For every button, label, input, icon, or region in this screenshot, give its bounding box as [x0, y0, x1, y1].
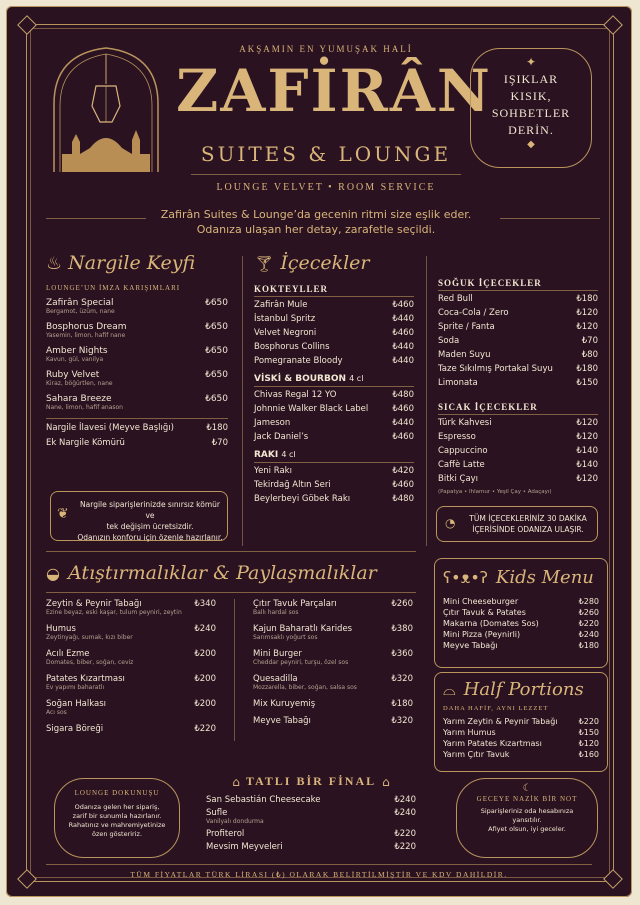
item-price: ₺140: [576, 446, 598, 456]
menu-item: [46, 624, 216, 642]
tagline: AKŞAMIN EN YUMUŞAK HALİ: [239, 44, 413, 54]
menu-item: [254, 390, 414, 400]
item-description: Cheddar peyniri, turşu, özel sos: [253, 659, 349, 666]
dessert-section: [206, 774, 416, 855]
menu-item: [46, 370, 228, 388]
drinks-section: [254, 252, 414, 508]
item-price: ₺220: [394, 842, 416, 852]
item-price: ₺280: [578, 597, 599, 606]
item-name: Çıtır Tavuk Parçaları: [253, 599, 337, 609]
item-name: Profiterol: [206, 829, 245, 839]
item-price: ₺440: [392, 314, 414, 324]
item-description: Yasemin, limon, hafif nane: [46, 332, 126, 339]
item-price: ₺120: [576, 474, 598, 484]
menu-item: [253, 649, 413, 667]
menu-item: [46, 394, 228, 412]
item-price: ₺200: [194, 674, 216, 684]
section-subtitle: LOUNGE’UN İMZA KARIŞIMLARI: [46, 284, 181, 292]
item-name: Mini Burger: [253, 649, 302, 659]
item-price: ₺240: [394, 795, 416, 805]
menu-item: [206, 795, 416, 805]
item-name: Türk Kahvesi: [438, 418, 492, 428]
menu-item: [46, 298, 228, 316]
menu-item: [254, 432, 414, 442]
menu-item: [254, 328, 414, 338]
item-name: Yarım Çıtır Tavuk: [443, 750, 510, 759]
cocktails-heading: KOKTEYLLER: [254, 284, 329, 294]
menu-item: [253, 624, 413, 642]
item-name: Meyve Tabağı: [253, 716, 311, 726]
menu-item: [443, 739, 599, 748]
menu-item: [438, 336, 598, 346]
intro-line: Odanıza ulaşan her detay, zarafetle seçildi.: [196, 223, 436, 236]
item-description: Zeytinyağı, sumak, kızı biber: [46, 634, 133, 641]
teddy-bear-icon: ʕ•ᴥ•ʔ: [443, 567, 488, 587]
night-note-line: Afiyet olsun, iyi geceler.: [488, 825, 566, 833]
menu-item: [46, 346, 228, 364]
leaf-icon: ❦: [57, 506, 69, 522]
item-price: ₺480: [392, 494, 414, 504]
half-portions-box: [434, 672, 608, 772]
menu-item: [254, 418, 414, 428]
item-price: ₺440: [392, 342, 414, 352]
item-price: ₺460: [392, 404, 414, 414]
snacks-section: [46, 562, 416, 741]
night-note-title: GECEYE NAZİK BİR NOT: [476, 795, 578, 803]
item-name: San Sebastián Cheesecake: [206, 795, 321, 805]
menu-item: [253, 599, 413, 617]
raki-unit: 4 cl: [281, 450, 296, 459]
lounge-touch-line: zarif bir sunumla hazırlanır.: [72, 812, 162, 820]
item-name: Tekirdağ Altın Seri: [254, 480, 331, 490]
item-price: ₺180: [206, 423, 228, 433]
item-name: Nargile İlavesi (Meyve Başlığı): [46, 423, 174, 433]
divider: [46, 864, 592, 865]
item-name: Çıtır Tavuk & Patates: [443, 608, 526, 617]
menu-item: [443, 641, 599, 650]
item-name: Yarım Humus: [443, 728, 496, 737]
item-name: Bitki Çayı: [438, 474, 479, 484]
brand-subtitle: SUITES & LOUNGE: [200, 142, 452, 166]
lounge-touch-line: Odanıza gelen her sipariş,: [74, 803, 160, 811]
item-price: ₺120: [578, 739, 599, 748]
section-title: Half Portions: [463, 679, 584, 700]
note-line: tek değişim ücretsizdir.: [106, 522, 194, 531]
item-price: ₺240: [578, 630, 599, 639]
night-note-box: [456, 778, 598, 858]
item-price: ₺460: [392, 480, 414, 490]
section-title: Kids Menu: [495, 567, 594, 588]
menu-item: [46, 599, 216, 617]
item-description: Kiraz, böğürtlen, nane: [46, 380, 113, 387]
cocktail-glass-icon: 🍸︎: [254, 253, 275, 273]
item-name: Cappuccino: [438, 446, 488, 456]
item-price: ₺440: [392, 356, 414, 366]
menu-item: [438, 446, 598, 456]
item-name: İstanbul Spritz: [254, 314, 316, 324]
item-price: ₺360: [391, 649, 413, 659]
item-description: Domates, biber, soğan, ceviz: [46, 659, 134, 666]
item-price: ₺650: [205, 370, 228, 380]
item-price: ₺650: [205, 298, 228, 308]
menu-item: [254, 342, 414, 352]
item-price: ₺220: [578, 717, 599, 726]
item-name: Velvet Negroni: [254, 328, 317, 338]
ornament-icon: ◆: [527, 139, 535, 150]
lounge-touch-title: LOUNGE DOKUNUŞU: [74, 789, 160, 797]
item-name: Quesadilla: [253, 674, 298, 684]
item-name: Soda: [438, 336, 460, 346]
item-price: ₺260: [578, 608, 599, 617]
cake-icon: ⌂: [382, 774, 390, 789]
item-price: ₺420: [392, 466, 414, 476]
item-name: Sigara Böreği: [46, 724, 104, 734]
item-name: Zeytin & Peynir Tabağı: [46, 599, 142, 609]
menu-item: [46, 322, 228, 340]
item-price: ₺440: [392, 418, 414, 428]
item-price: ₺120: [576, 322, 598, 332]
item-price: ₺460: [392, 300, 414, 310]
item-name: Acılı Ezme: [46, 649, 90, 659]
side-quote-box: [470, 48, 592, 168]
whisky-heading: VİSKİ & BOURBON: [254, 374, 347, 384]
intro-line: Zafirân Suites & Lounge’da gecenin ritmi size eşlik eder.: [160, 208, 472, 221]
divider: [191, 174, 461, 175]
menu-item: [438, 460, 598, 470]
divider: [46, 551, 416, 552]
item-name: Yarım Patates Kızartması: [443, 739, 542, 748]
item-name: Jameson: [254, 418, 291, 428]
item-description: Bergamot, üzüm, nane: [46, 308, 115, 315]
menu-item: [254, 480, 414, 490]
item-price: ₺240: [394, 808, 416, 818]
item-name: Bosphorus Collins: [254, 342, 330, 352]
menu-item: [443, 608, 599, 617]
section-title: TATLI BİR FİNAL: [245, 774, 377, 788]
item-name: Amber Nights: [46, 346, 108, 356]
item-name: Maden Suyu: [438, 350, 491, 360]
menu-item: [254, 466, 414, 476]
side-quote-line: IŞIKLAR: [503, 72, 559, 86]
item-description: Acı sos: [46, 709, 67, 716]
item-description: Kavun, gül, vanilya: [46, 356, 104, 363]
item-name: Patates Kızartması: [46, 674, 125, 684]
item-name: Ek Nargile Kömürü: [46, 438, 125, 448]
item-price: ₺340: [194, 599, 216, 609]
item-name: Caffè Latte: [438, 460, 485, 470]
item-price: ₺180: [578, 641, 599, 650]
menu-item: [438, 294, 598, 304]
item-price: ₺460: [392, 328, 414, 338]
item-price: ₺460: [392, 432, 414, 442]
item-name: Ruby Velvet: [46, 370, 100, 380]
item-description: Ev yapımı baharatlı: [46, 684, 105, 691]
cake-icon: ⌂: [232, 774, 240, 789]
menu-item: [253, 699, 413, 709]
item-price: ₺180: [391, 699, 413, 709]
menu-item: [46, 438, 228, 448]
menu-item: [206, 842, 416, 852]
delivery-line: İÇERİSİNDE ODANIZA ULAŞIR.: [472, 525, 584, 534]
menu-item: [438, 308, 598, 318]
menu-item: [253, 716, 413, 726]
item-price: ₺160: [578, 750, 599, 759]
item-price: ₺260: [391, 599, 413, 609]
column-divider: [242, 256, 243, 546]
item-price: ₺480: [392, 390, 414, 400]
hookah-icon: ♨: [46, 252, 63, 274]
menu-item: [254, 300, 414, 310]
item-name: Chivas Regal 12 YO: [254, 390, 337, 400]
menu-item: [46, 674, 216, 692]
item-price: ₺650: [205, 394, 228, 404]
menu-item: [46, 649, 216, 667]
nargile-section: [46, 252, 228, 453]
arch-lantern-icon: [46, 44, 166, 174]
menu-item: [206, 829, 416, 839]
note-line: Odanızın konforu için özenle hazırlanır.: [77, 533, 223, 542]
item-name: Zafirân Mule: [254, 300, 308, 310]
menu-item: [254, 356, 414, 366]
lounge-touch-box: [54, 778, 180, 858]
item-name: Mevsim Meyveleri: [206, 842, 283, 852]
item-name: Kajun Baharatlı Karides: [253, 624, 353, 634]
item-description: Sarımsaklı yoğurt sos: [253, 634, 318, 641]
item-price: ₺150: [576, 378, 598, 388]
item-price: ₺320: [391, 716, 413, 726]
menu-item: [443, 619, 599, 628]
item-price: ₺650: [205, 322, 228, 332]
brand-title: ZAFİRÂN: [176, 57, 492, 125]
item-name: Beylerbeyi Göbek Rakı: [254, 494, 351, 504]
item-name: Zafirân Special: [46, 298, 114, 308]
half-subtitle: DAHA HAFİF, AYNI LEZZET: [443, 705, 549, 712]
section-title: İçecekler: [280, 252, 370, 274]
cold-heading: SOĞUK İÇECEKLER: [438, 278, 542, 288]
item-price: ₺180: [576, 364, 598, 374]
whisky-unit: 4 cl: [349, 374, 364, 383]
divider: [500, 218, 600, 219]
side-quote-line: SOHBETLER: [491, 106, 571, 120]
item-name: Yarım Zeytin & Peynir Tabağı: [443, 717, 558, 726]
item-price: ₺220: [394, 829, 416, 839]
note-line: Nargile siparişlerinizde sınırsız kömür ve: [80, 500, 220, 520]
herbal-note: (Papatya • Ihlamur • Yeşil Çay • Adaçayı): [438, 489, 552, 495]
side-quote-line: KISIK,: [510, 89, 552, 103]
item-price: ₺200: [194, 699, 216, 709]
cold-drinks-section: [438, 278, 598, 496]
section-title: Atıştırmalıklar & Paylaşmalıklar: [67, 562, 377, 584]
item-price: ₺120: [576, 418, 598, 428]
lounge-touch-line: özen gösteririz.: [91, 830, 143, 838]
menu-item: [443, 630, 599, 639]
kids-menu-box: [434, 558, 608, 668]
item-price: ₺220: [194, 724, 216, 734]
column-divider: [426, 256, 427, 546]
item-price: ₺140: [576, 460, 598, 470]
item-price: ₺150: [578, 728, 599, 737]
menu-item: [443, 597, 599, 606]
menu-item: [438, 418, 598, 428]
night-note-line: yansıtılır.: [512, 816, 542, 824]
item-price: ₺120: [576, 308, 598, 318]
item-price: ₺200: [194, 649, 216, 659]
item-price: ₺320: [391, 674, 413, 684]
item-name: Limonata: [438, 378, 478, 388]
menu-item: [254, 404, 414, 414]
item-price: ₺220: [578, 619, 599, 628]
item-name: Makarna (Domates Sos): [443, 619, 539, 628]
item-name: Sahara Breeze: [46, 394, 112, 404]
services-line: LOUNGE VELVET • ROOM SERVICE: [216, 182, 436, 193]
menu-item: [46, 423, 228, 433]
item-name: Sprite / Fanta: [438, 322, 495, 332]
item-name: Coca-Cola / Zero: [438, 308, 509, 318]
item-description: Ballı hardal sos: [253, 609, 299, 616]
item-name: Mini Cheeseburger: [443, 597, 519, 606]
menu-item: [438, 474, 598, 484]
item-description: Nane, limon, hafif anason: [46, 404, 123, 411]
item-name: Jack Daniel’s: [254, 432, 309, 442]
delivery-note-box: [436, 506, 598, 542]
item-name: Taze Sıkılmış Portakal Suyu: [438, 364, 553, 374]
menu-item: [254, 314, 414, 324]
menu-item: [438, 432, 598, 442]
item-name: Mix Kuruyemiş: [253, 699, 316, 709]
moon-icon: ☾: [522, 783, 532, 794]
item-name: Espresso: [438, 432, 476, 442]
item-name: Mini Pizza (Peynirli): [443, 630, 521, 639]
section-title: Nargile Keyfi: [68, 252, 196, 274]
menu-item: [443, 728, 599, 737]
item-name: Pomegranate Bloody: [254, 356, 343, 366]
item-description: Vanilyalı dondurma: [206, 818, 264, 825]
raki-heading: RAKI: [254, 450, 279, 460]
divider: [46, 218, 146, 219]
item-name: Meyve Tabağı: [443, 641, 498, 650]
footer-note: TÜM FİYATLAR TÜRK LİRASI (₺) OLARAK BELİRTİLMİŞTİR VE KDV DAHİLDİR.: [130, 870, 508, 879]
item-price: ₺180: [576, 294, 598, 304]
lounge-touch-line: Rahatınız ve mahremiyetinize: [68, 821, 166, 829]
item-name: Yeni Rakı: [254, 466, 292, 476]
side-quote-line: DERİN.: [508, 123, 554, 137]
menu-item: [438, 322, 598, 332]
menu-item: [46, 699, 216, 717]
nargile-note-box: [50, 491, 228, 541]
menu-item: [438, 350, 598, 360]
item-price: ₺70: [581, 336, 598, 346]
item-name: Red Bull: [438, 294, 473, 304]
item-name: Soğan Halkası: [46, 699, 107, 709]
item-description: Ezine beyaz, eski kaşar, tulum peyniri, zeytin: [46, 609, 182, 616]
item-price: ₺380: [391, 624, 413, 634]
item-name: Humus: [46, 624, 76, 634]
item-price: ₺650: [205, 346, 228, 356]
menu-item: [443, 750, 599, 759]
menu-item: [254, 494, 414, 504]
item-name: Bosphorus Dream: [46, 322, 127, 332]
hot-heading: SICAK İÇECEKLER: [438, 402, 538, 412]
item-description: Mozzarella, biber, soğan, salsa sos: [253, 684, 357, 691]
menu-item: [46, 724, 216, 734]
item-price: ₺120: [576, 432, 598, 442]
item-price: ₺240: [194, 624, 216, 634]
item-name: Johnnie Walker Black Label: [254, 404, 369, 414]
sparkle-icon: ✦: [525, 55, 537, 69]
delivery-line: TÜM İÇECEKLERİNİZ 30 DAKİKA: [469, 514, 587, 523]
night-note-line: Siparişleriniz oda hesabınıza: [480, 807, 574, 815]
menu-page: [6, 6, 632, 897]
cloche-icon: ⌓: [443, 679, 456, 699]
item-price: ₺80: [581, 350, 598, 360]
item-price: ₺70: [211, 438, 228, 448]
menu-item: [438, 364, 598, 374]
menu-item: [438, 378, 598, 388]
platter-icon: ◒: [46, 563, 60, 583]
item-name: Sufle: [206, 808, 228, 818]
menu-item: [253, 674, 413, 692]
menu-item: [443, 717, 599, 726]
clock-icon: ◔: [445, 516, 456, 530]
menu-item: [206, 808, 416, 826]
